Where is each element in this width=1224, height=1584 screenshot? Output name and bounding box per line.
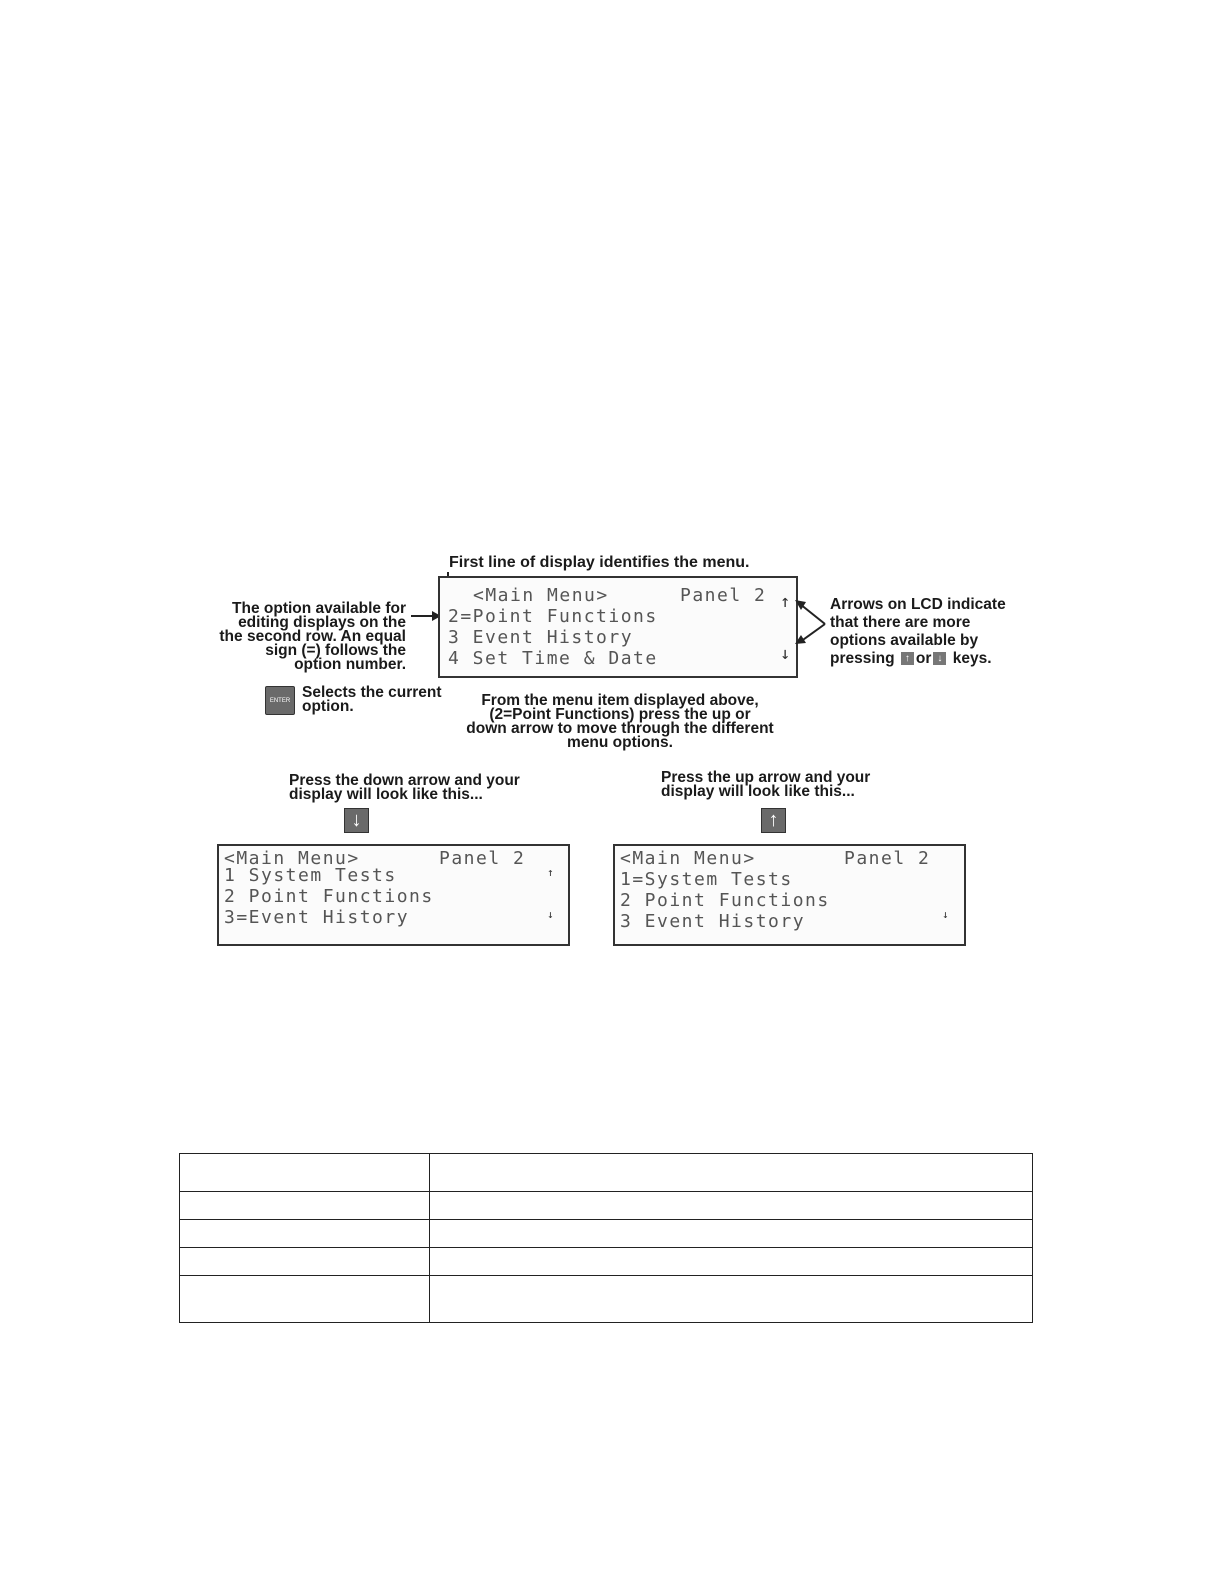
lcd-line-3: 3 Event History: [448, 627, 634, 648]
table-cell: [180, 1154, 430, 1192]
lcd-line-2: 2=Point Functions: [448, 606, 658, 627]
table-cell: [430, 1154, 1033, 1192]
lcd-menu-title: <Main Menu>: [224, 848, 360, 869]
lcd-panel-label: Panel 2: [844, 848, 931, 869]
table-row: [180, 1248, 1033, 1276]
left-callout: The option available for editing displays on the the second row. An equal sign (=) follows the option number.: [219, 600, 406, 673]
middle-caption: From the menu item displayed above, (2=Point Functions) press the up or down arrow to move through the different menu options.: [466, 692, 774, 751]
table-cell: [180, 1220, 430, 1248]
enter-key-icon: ENTER: [265, 686, 295, 715]
lcd-menu-title: <Main Menu>: [473, 585, 609, 606]
right-callout: Arrows on LCD indicate that there are more options available by pressing ↑ or ↓ keys.: [830, 596, 1006, 667]
right-callout-arrows: [792, 580, 828, 646]
table-row: [180, 1276, 1033, 1323]
table-cell: [430, 1220, 1033, 1248]
table-row: [180, 1154, 1033, 1192]
top-callout: First line of display identifies the menu.: [449, 554, 750, 571]
table-cell: [180, 1248, 430, 1276]
lcd-line-4: 4 Set Time & Date: [448, 648, 658, 669]
lcd-line-3: 2 Point Functions: [224, 886, 434, 907]
main-lcd-display: [438, 576, 798, 678]
lcd-line-4: 3=Event History: [224, 907, 410, 928]
table-cell: [430, 1276, 1033, 1323]
enter-key-caption: Selects the current option.: [302, 684, 442, 715]
lcd-line-2: 1 System Tests: [224, 865, 397, 886]
table-cell: [430, 1192, 1033, 1220]
table-row: [180, 1192, 1033, 1220]
lcd-panel-label: Panel 2: [680, 585, 767, 606]
down-arrow-key-icon: ↓: [344, 808, 369, 833]
down-example-caption: Press the down arrow and your display will look like this...: [289, 772, 520, 803]
lcd-line-3: 2 Point Functions: [620, 890, 830, 911]
lcd-menu-title: <Main Menu>: [620, 848, 756, 869]
lcd-line-4: 3 Event History: [620, 911, 806, 932]
lcd-line-2: 1=System Tests: [620, 869, 793, 890]
lcd-down-arrow-icon: ↓: [942, 908, 951, 921]
up-example-lcd: [613, 844, 966, 946]
up-example-caption: Press the up arrow and your display will look like this...: [661, 769, 871, 800]
lcd-down-arrow-icon: ↓: [780, 644, 792, 664]
table-cell: [180, 1192, 430, 1220]
up-arrow-key-icon: ↑: [761, 808, 786, 833]
menu-options-table: [179, 1153, 1033, 1323]
lcd-down-arrow-icon: ↓: [547, 908, 556, 921]
table-row: [180, 1220, 1033, 1248]
up-key-icon: ↑: [901, 652, 914, 665]
down-example-lcd: [217, 844, 570, 946]
down-key-icon: ↓: [933, 652, 946, 665]
lcd-up-arrow-icon: ↑: [547, 866, 556, 879]
table-cell: [430, 1248, 1033, 1276]
lcd-up-arrow-icon: ↑: [780, 592, 792, 612]
table-cell: [180, 1276, 430, 1323]
lcd-panel-label: Panel 2: [439, 848, 526, 869]
